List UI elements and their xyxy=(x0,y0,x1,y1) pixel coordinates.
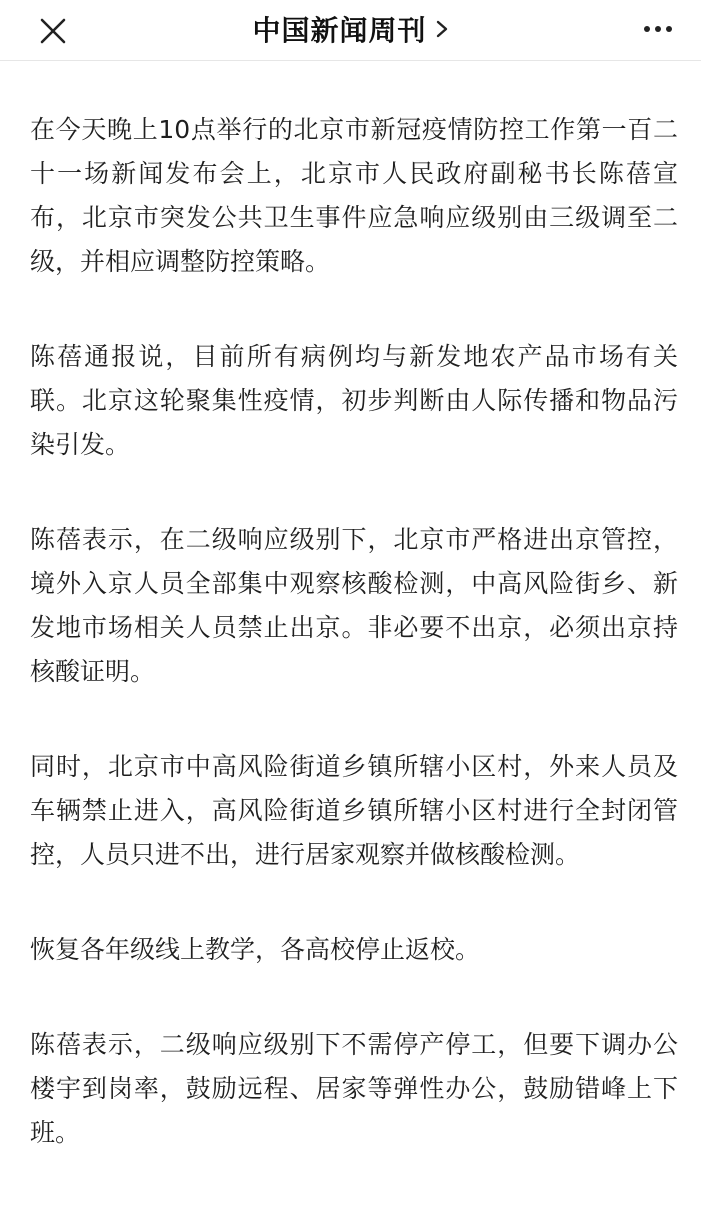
article-body xyxy=(30,108,678,1206)
top-navigation-bar xyxy=(0,0,701,61)
account-title-link[interactable] xyxy=(150,0,551,58)
more-dots-icon xyxy=(666,26,672,32)
close-icon xyxy=(40,18,66,44)
chevron-right-icon xyxy=(435,19,449,39)
article-paragraph: 陈蓓通报说，目前所有病例均与新发地农产品市场有关联。北京这轮聚集性疫情，初步判断由人际传播和物品污染引发。 xyxy=(30,342,678,459)
close-button[interactable] xyxy=(30,8,76,54)
page-title: 中国新闻周刊 xyxy=(252,14,427,47)
more-options-button[interactable] xyxy=(633,6,683,52)
more-dots-icon xyxy=(644,26,650,32)
article-paragraph: 陈蓓表示，二级响应级别下不需停产停工，但要下调办公楼宇到岗率，鼓励远程、居家等弹性办公，鼓励错峰上下班。 xyxy=(30,1030,678,1147)
article-paragraph: 陈蓓表示，在二级响应级别下，北京市严格进出京管控，境外入京人员全部集中观察核酸检测，中高风险街乡、新发地市场相关人员禁止出京。非必要不出京，必须出京持核酸证明。 xyxy=(30,525,678,686)
more-dots-icon xyxy=(655,26,661,32)
article-paragraph: 恢复各年级线上教学，各高校停止返校。 xyxy=(30,935,481,964)
article-paragraph: 同时，北京市中高风险街道乡镇所辖小区村，外来人员及车辆禁止进入，高风险街道乡镇所辖小区村进行全封闭管控，人员只进不出，进行居家观察并做核酸检测。 xyxy=(30,752,678,869)
article-paragraph: 在今天晚上10点举行的北京市新冠疫情防控工作第一百二十一场新闻发布会上，北京市人民政府副秘书长陈蓓宣布，北京市突发公共卫生事件应急响应级别由三级调至二级，并相应调整防控策略。 xyxy=(30,115,678,276)
